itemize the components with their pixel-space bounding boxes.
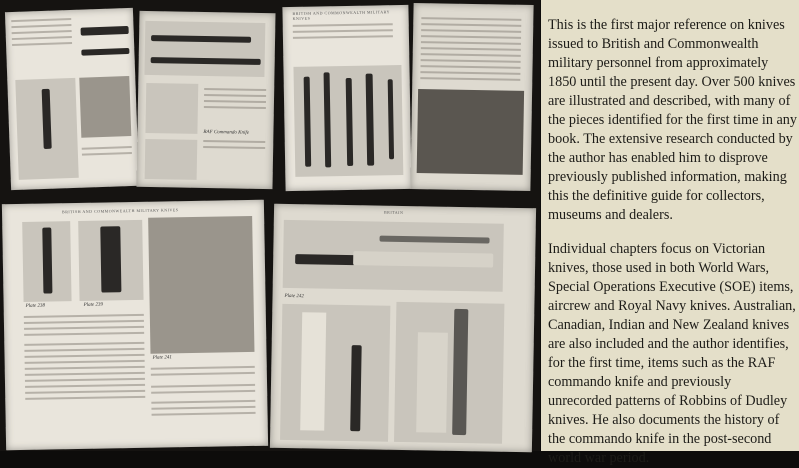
spread-1-left-page (5, 8, 139, 190)
spread-4-right-page (270, 204, 536, 453)
description-paragraph-1: This is the first major reference on knives issued to British and Commonwealth military personnel from approximately 1850 until the present day. Over 500 knives are illustrated and described, with many of the pieces identified for the first time in any book. The extensive research conducted by the author has enabled him to disprove previously published information, making this the definitive guide for collectors, museums and dealers. (548, 17, 797, 223)
spread-2-left-page (282, 5, 411, 191)
knuckle-knife-image (81, 26, 129, 36)
daggers-photo (293, 65, 403, 177)
spread-1-right-page (136, 11, 275, 189)
running-head: BRITAIN (383, 209, 404, 215)
machetes-photo (280, 304, 390, 442)
raf-commando-caption: RAF Commando Knife (203, 129, 250, 136)
plate-239-photo (78, 220, 143, 301)
bolo-knives-photo (394, 302, 504, 444)
soldier-portrait-photo (79, 76, 131, 138)
plate-238-photo (22, 221, 71, 302)
knives-photo (144, 21, 265, 77)
spread-2-right-page (410, 3, 533, 191)
plate-242-caption: Plate 242 (284, 293, 304, 300)
plate-239-caption: Plate 239 (83, 302, 104, 308)
knife-in-hand-photo (145, 139, 198, 180)
description-panel (541, 0, 799, 466)
plate-242-machete-photo (283, 220, 504, 292)
running-head: BRITISH AND COMMONWEALTH MILITARY KNIVES (61, 207, 179, 215)
spread-3-left-page (2, 200, 268, 451)
knuckle-duster-photo (15, 78, 78, 180)
plate-241-photo (148, 216, 254, 354)
plate-238-caption: Plate 238 (25, 303, 46, 309)
soldiers-photo (417, 89, 524, 175)
running-head: BRITISH AND COMMONWEALTH MILITARY KNIVES (292, 9, 390, 21)
knife-image (81, 48, 129, 56)
plate-241-caption: Plate 241 (152, 355, 172, 361)
knuckle-knife-photo (145, 83, 198, 134)
description-paragraph-2: Individual chapters focus on Victorian knives, those used in both World Wars, Special Operations Executive (SOE) items, aircrew and Royal Navy knives. Australian, Canadian, Indian and New Zealand knives are also included and the author identifies, for the first time, items such as the RAF commando knife and previously unrecorded patterns of Robbins of Dudley knives. He also documents the history of the commando knife in the post-second world war period. (548, 241, 796, 466)
